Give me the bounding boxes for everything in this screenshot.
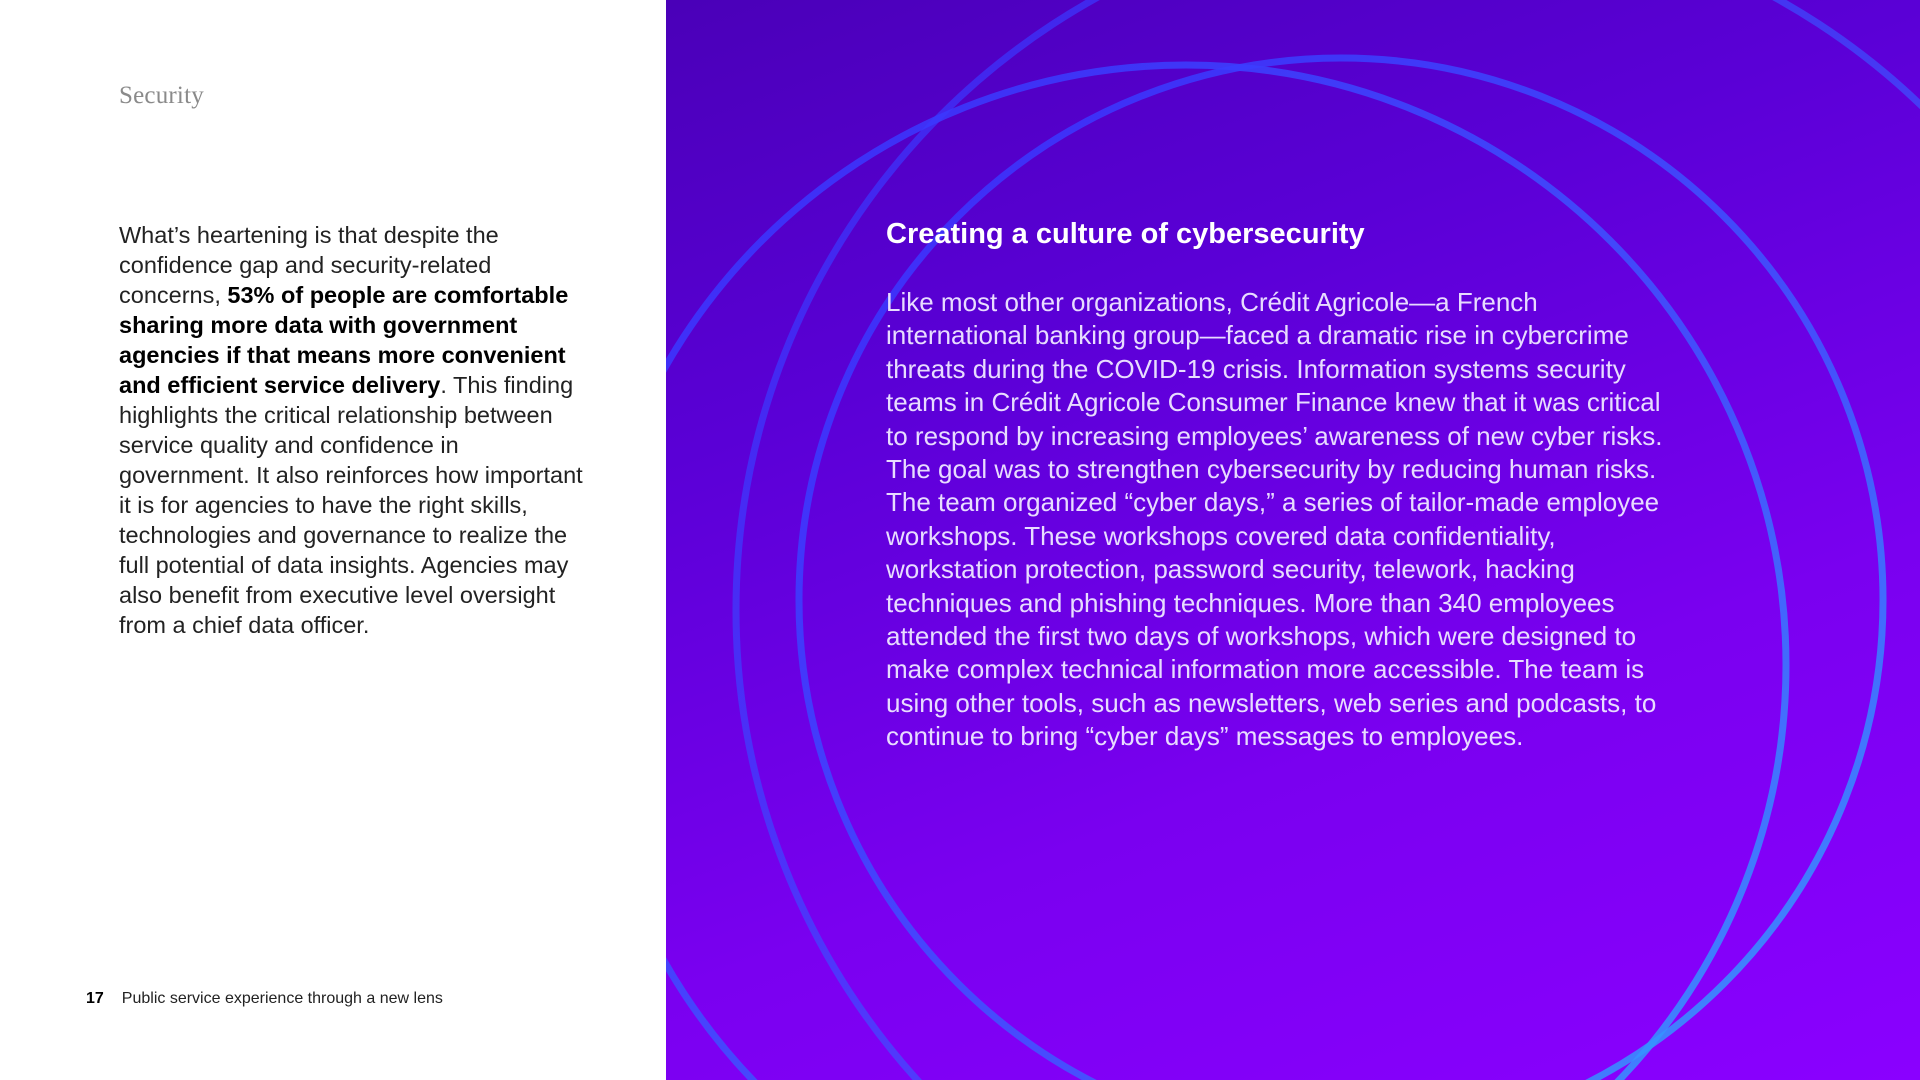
callout-panel bbox=[666, 0, 1920, 1080]
left-panel bbox=[0, 0, 666, 1080]
section-label: Security bbox=[119, 82, 204, 109]
callout-body: Like most other organizations, Crédit Agricole—a French international banking group—faced a dramatic rise in cybercrime threats during the COVID-19 crisis. Information systems security teams in Crédit Agricole Consumer Finance knew that it was critical to respond by increasing employees’ awareness of new cyber risks. The goal was to strengthen cybersecurity by reducing human risks. The team organized “cyber days,” a series of tailor-made employee workshops. These workshops covered data confidentiality, workstation protection, password security, telework, hacking techniques and phishing techniques. More than 340 employees attended the first two days of workshops, which were designed to make complex technical information more accessible. The team is using other tools, such as newsletters, web series and podcasts, to continue to bring “cyber days” messages to employees. bbox=[886, 287, 1663, 752]
body-highlight: 53% of people are comfortable sharing more data with government agencies if that means more convenient and efficient service delivery bbox=[119, 282, 569, 398]
body-intro: What’s heartening is that despite the confidence gap and security-related concerns, bbox=[119, 222, 499, 308]
callout-heading: Creating a culture of cybersecurity bbox=[886, 218, 1365, 250]
document-title: Public service experience through a new lens bbox=[121, 990, 443, 1007]
page-footer bbox=[86, 990, 443, 1008]
body-paragraph bbox=[119, 220, 589, 640]
body-outro: . This finding highlights the critical relationship between service quality and confidence in government. It also reinforces how important it is for agencies to have the right skills, technologies and governance to realize the full potential of data insights. Agencies may also benefit from executive level oversight from a chief data officer. bbox=[119, 372, 583, 638]
page-number: 17 bbox=[86, 990, 104, 1007]
